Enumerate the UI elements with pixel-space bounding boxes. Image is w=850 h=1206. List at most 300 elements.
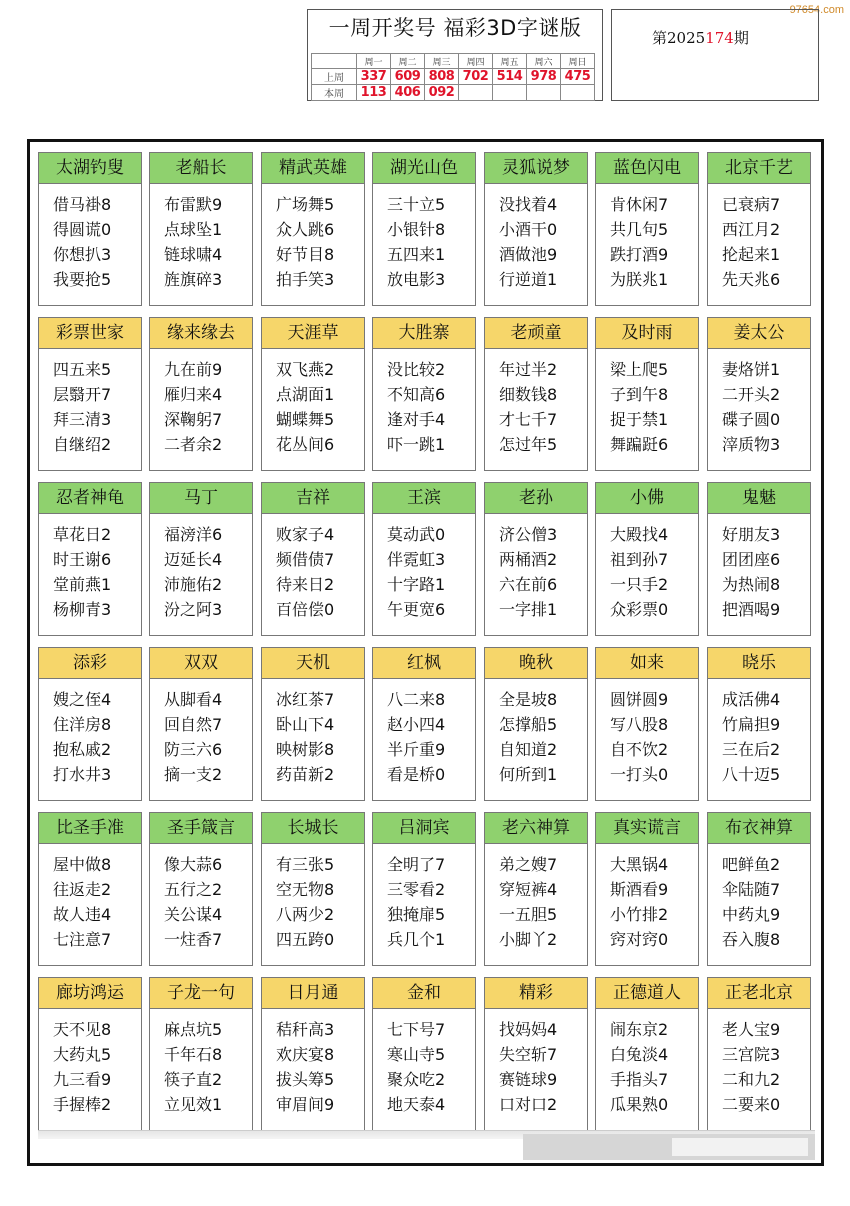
riddle-line: 跌打酒9 [610,245,669,264]
riddle-line: 打水井3 [53,765,112,784]
riddle-line: 才七千7 [499,410,558,429]
riddle-card [372,977,476,1131]
riddle-line: 冰红茶7 [276,690,335,709]
draw-number: 475 [561,69,595,85]
riddle-line: 怎过年5 [499,435,558,454]
card-title: 忍者神龟 [39,483,141,514]
riddle-card [595,482,699,636]
riddle-line: 小竹排2 [610,905,669,924]
riddle-board [27,139,824,1166]
card-lines [373,514,475,622]
riddle-line: 细数钱8 [499,385,558,404]
riddle-line: 八二来8 [387,690,446,709]
card-lines [262,844,364,952]
riddle-line: 点球坠1 [164,220,223,239]
riddle-line: 小酒干0 [499,220,558,239]
riddle-line: 大药丸5 [53,1045,112,1064]
riddle-card [149,647,253,801]
riddle-card [372,482,476,636]
card-lines [262,1009,364,1117]
riddle-card [484,317,588,471]
riddle-line: 二者余2 [164,435,223,454]
card-lines [485,679,587,787]
riddle-card [261,647,365,801]
draw-number: 514 [493,69,527,85]
riddle-line: 四五跨0 [276,930,335,949]
riddle-line: 赵小四4 [387,715,446,734]
riddle-line: 一只手2 [610,575,669,594]
card-title: 蓝色闪电 [596,153,698,184]
riddle-line: 妻烙饼1 [722,360,781,379]
riddle-line: 怎撑船5 [499,715,558,734]
riddle-line: 手指头7 [610,1070,669,1089]
card-lines [150,1009,252,1117]
riddle-line: 舞蹁跹6 [610,435,669,454]
riddle-card [484,482,588,636]
riddle-line: 像大蒜6 [164,855,223,874]
card-lines [373,184,475,292]
day-label: 周三 [425,54,459,69]
riddle-line: 雁归来4 [164,385,223,404]
riddle-line: 全明了7 [387,855,446,874]
riddle-line: 西江月2 [722,220,781,239]
riddle-line: 十字路1 [387,575,446,594]
riddle-line: 吓一跳1 [387,435,446,454]
riddle-line: 独掩扉5 [387,905,446,924]
riddle-line: 防三六6 [164,740,223,759]
card-title: 北京千艺 [708,153,810,184]
card-lines [373,679,475,787]
card-title: 鬼魅 [708,483,810,514]
day-label: 周日 [561,54,595,69]
draw-number: 337 [357,69,391,85]
riddle-line: 成活佛4 [722,690,781,709]
riddle-card [707,647,811,801]
riddle-line: 瓜果熟0 [610,1095,669,1114]
riddle-line: 一五胆5 [499,905,558,924]
riddle-line: 自不饮2 [610,740,669,759]
riddle-line: 团团座6 [722,550,781,569]
day-label: 周四 [459,54,493,69]
card-title: 灵狐说梦 [485,153,587,184]
riddle-card [707,812,811,966]
card-title: 廊坊鸿运 [39,978,141,1009]
riddle-card [595,317,699,471]
footer-box [672,1138,808,1156]
riddle-line: 小银针8 [387,220,446,239]
day-label: 周二 [391,54,425,69]
riddle-line: 半斤重9 [387,740,446,759]
card-lines [150,514,252,622]
card-lines [39,1009,141,1117]
riddle-line: 七注意7 [53,930,112,949]
riddle-card [261,152,365,306]
riddle-line: 赛链球9 [499,1070,558,1089]
riddle-line: 蝴蝶舞5 [276,410,335,429]
card-title: 精彩 [485,978,587,1009]
riddle-line: 堂前燕1 [53,575,112,594]
riddle-line: 花丛间6 [276,435,335,454]
row-label: 本周 [312,85,357,101]
riddle-line: 地天泰4 [387,1095,446,1114]
riddle-card [707,482,811,636]
riddle-line: 筷子直2 [164,1070,223,1089]
riddle-line: 八十迈5 [722,765,781,784]
riddle-line: 子到午8 [610,385,669,404]
riddle-line: 吧鲜鱼2 [722,855,781,874]
riddle-line: 你想扒3 [53,245,112,264]
riddle-card [372,647,476,801]
riddle-card [261,977,365,1131]
card-title: 吕洞宾 [373,813,475,844]
riddle-line: 映树影8 [276,740,335,759]
riddle-line: 沛施佑2 [164,575,223,594]
day-header-row [312,54,595,69]
riddle-line: 药苗新2 [276,765,335,784]
riddle-line: 汾之阿3 [164,600,223,619]
card-lines [708,679,810,787]
riddle-line: 失空斩7 [499,1045,558,1064]
riddle-line: 借马褂8 [53,195,112,214]
riddle-line: 口对口2 [499,1095,558,1114]
riddle-line: 欢庆宴8 [276,1045,335,1064]
riddle-line: 一打头0 [610,765,669,784]
riddle-line: 伴霓虹3 [387,550,446,569]
card-title: 老船长 [150,153,252,184]
card-title: 比圣手准 [39,813,141,844]
card-lines [485,349,587,457]
riddle-card [372,317,476,471]
riddle-line: 找妈妈4 [499,1020,558,1039]
card-title: 日月通 [262,978,364,1009]
riddle-card [38,482,142,636]
draw-number: 609 [391,69,425,85]
riddle-card [707,317,811,471]
riddle-line: 千年石8 [164,1045,223,1064]
riddle-line: 全是坡8 [499,690,558,709]
riddle-line: 百倍偿0 [276,600,335,619]
card-title: 太湖钓叟 [39,153,141,184]
card-lines [262,514,364,622]
riddle-line: 弟之嫂7 [499,855,558,874]
riddle-line: 嫂之侄4 [53,690,112,709]
card-title: 小佛 [596,483,698,514]
riddle-line: 故人违4 [53,905,112,924]
last-week-row [312,69,595,85]
riddle-line: 中药丸9 [722,905,781,924]
day-label: 周五 [493,54,527,69]
riddle-card [261,482,365,636]
riddle-card [38,647,142,801]
draw-number: 808 [425,69,459,85]
weekly-draw-panel [307,9,603,101]
riddle-line: 杨柳青3 [53,600,112,619]
riddle-line: 伞陆随7 [722,880,781,899]
riddle-line: 广场舞5 [276,195,335,214]
riddle-line: 抱私戚2 [53,740,112,759]
riddle-line: 草花日2 [53,525,112,544]
riddle-line: 圆饼圆9 [610,690,669,709]
riddle-line: 寒山寺5 [387,1045,446,1064]
riddle-line: 抡起来1 [722,245,781,264]
riddle-line: 七下号7 [387,1020,446,1039]
riddle-card [595,152,699,306]
riddle-card [149,317,253,471]
riddle-line: 放电影3 [387,270,446,289]
riddle-line: 六在前6 [499,575,558,594]
card-title: 老六神算 [485,813,587,844]
riddle-line: 点湖面1 [276,385,335,404]
riddle-line: 立见效1 [164,1095,223,1114]
riddle-line: 麻点坑5 [164,1020,223,1039]
riddle-line: 四五来5 [53,360,112,379]
card-lines [485,1009,587,1117]
riddle-line: 二开头2 [722,385,781,404]
riddle-line: 把酒喝9 [722,600,781,619]
riddle-line: 看是桥0 [387,765,446,784]
riddle-line: 午更宽6 [387,600,446,619]
riddle-line: 斯酒看9 [610,880,669,899]
riddle-line: 聚众吃2 [387,1070,446,1089]
card-lines [262,349,364,457]
card-lines [485,844,587,952]
riddle-line: 祖到孙7 [610,550,669,569]
riddle-line: 众彩票0 [610,600,669,619]
card-title: 老顽童 [485,318,587,349]
card-title: 正德道人 [596,978,698,1009]
riddle-card [38,317,142,471]
card-title: 大胜寨 [373,318,475,349]
riddle-line: 旌旗碎3 [164,270,223,289]
row-label: 上周 [312,69,357,85]
riddle-line: 白兔淡4 [610,1045,669,1064]
riddle-card [261,812,365,966]
riddle-card [484,152,588,306]
riddle-card [484,647,588,801]
riddle-line: 一字排1 [499,600,558,619]
riddle-line: 二和九2 [722,1070,781,1089]
card-title: 红枫 [373,648,475,679]
this-week-row [312,85,595,101]
card-lines [39,844,141,952]
riddle-line: 双飞燕2 [276,360,335,379]
card-title: 金和 [373,978,475,1009]
riddle-line: 何所到1 [499,765,558,784]
riddle-line: 五行之2 [164,880,223,899]
riddle-line: 两桶酒2 [499,550,558,569]
card-title: 彩票世家 [39,318,141,349]
riddle-line: 好节目8 [276,245,335,264]
riddle-line: 为热闹8 [722,575,781,594]
riddle-line: 逢对手4 [387,410,446,429]
riddle-line: 共几句5 [610,220,669,239]
riddle-line: 回自然7 [164,715,223,734]
card-title: 王滨 [373,483,475,514]
riddle-line: 小脚丫2 [499,930,558,949]
riddle-line: 拜三清3 [53,410,112,429]
card-title: 晓乐 [708,648,810,679]
draw-number: 113 [357,85,391,101]
riddle-card [149,812,253,966]
card-title: 天机 [262,648,364,679]
card-title: 添彩 [39,648,141,679]
riddle-line: 链球啸4 [164,245,223,264]
panel-title: 一周开奖号 福彩3D字谜版 [328,16,582,40]
draw-number: 702 [459,69,493,85]
card-title: 圣手箴言 [150,813,252,844]
riddle-line: 二要来0 [722,1095,781,1114]
card-title: 布衣神算 [708,813,810,844]
riddle-line: 穿短裤4 [499,880,558,899]
card-title: 如来 [596,648,698,679]
riddle-line: 没找着4 [499,195,558,214]
riddle-line: 摘一支2 [164,765,223,784]
card-lines [596,1009,698,1117]
card-lines [596,679,698,787]
riddle-card [38,977,142,1131]
issue-box [611,9,819,101]
riddle-card [484,812,588,966]
riddle-line: 拍手笑3 [276,270,335,289]
card-lines [708,349,810,457]
card-title: 正老北京 [708,978,810,1009]
card-title: 真实谎言 [596,813,698,844]
riddle-line: 时王谢6 [53,550,112,569]
card-title: 马丁 [150,483,252,514]
riddle-line: 捉于禁1 [610,410,669,429]
riddle-line: 拔头筹5 [276,1070,335,1089]
riddle-line: 先天兆6 [722,270,781,289]
riddle-card [707,977,811,1131]
riddle-line: 窍对窍0 [610,930,669,949]
riddle-line: 有三张5 [276,855,335,874]
card-lines [39,349,141,457]
card-lines [596,844,698,952]
draw-number: 978 [527,69,561,85]
riddle-card [38,152,142,306]
riddle-line: 年过半2 [499,360,558,379]
riddle-line: 往返走2 [53,880,112,899]
card-title: 湖光山色 [373,153,475,184]
footer-panel [523,1134,815,1160]
card-lines [708,184,810,292]
riddle-line: 写八股8 [610,715,669,734]
riddle-line: 三十立5 [387,195,446,214]
riddle-line: 已衰病7 [722,195,781,214]
riddle-line: 福滂洋6 [164,525,223,544]
riddle-card [595,812,699,966]
card-lines [39,679,141,787]
card-lines [485,184,587,292]
draw-number [561,85,595,101]
riddle-line: 深鞠躬7 [164,410,223,429]
card-lines [708,514,810,622]
riddle-line: 行逆道1 [499,270,558,289]
card-lines [150,349,252,457]
riddle-line: 闹东京2 [610,1020,669,1039]
card-lines [596,514,698,622]
riddle-line: 五四来1 [387,245,446,264]
riddle-line: 败家子4 [276,525,335,544]
card-title: 双双 [150,648,252,679]
riddle-line: 迈延长4 [164,550,223,569]
riddle-line: 一炷香7 [164,930,223,949]
riddle-line: 众人跳6 [276,220,335,239]
riddle-line: 梁上爬5 [610,360,669,379]
day-label: 周一 [357,54,391,69]
riddle-card [372,812,476,966]
riddle-line: 从脚看4 [164,690,223,709]
draw-number [527,85,561,101]
riddle-line: 频借债7 [276,550,335,569]
card-title: 天涯草 [262,318,364,349]
riddle-line: 层翳开7 [53,385,112,404]
riddle-line: 空无物8 [276,880,335,899]
riddle-line: 肯休闲7 [610,195,669,214]
riddle-card [149,482,253,636]
riddle-line: 吞入腹8 [722,930,781,949]
riddle-card [595,977,699,1131]
riddle-line: 关公谋4 [164,905,223,924]
card-lines [150,184,252,292]
riddle-card [149,152,253,306]
riddle-line: 卧山下4 [276,715,335,734]
card-lines [150,679,252,787]
riddle-line: 不知高6 [387,385,446,404]
riddle-line: 三宫院3 [722,1045,781,1064]
riddle-line: 竹扁担9 [722,715,781,734]
riddle-line: 自继绍2 [53,435,112,454]
riddle-card [484,977,588,1131]
card-lines [373,844,475,952]
riddle-line: 我要抢5 [53,270,112,289]
card-title: 长城长 [262,813,364,844]
draw-number: 406 [391,85,425,101]
draw-number [459,85,493,101]
riddle-line: 待来日2 [276,575,335,594]
riddle-line: 大殿找4 [610,525,669,544]
riddle-line: 老人宝9 [722,1020,781,1039]
riddle-line: 布雷默9 [164,195,223,214]
riddle-line: 天不见8 [53,1020,112,1039]
riddle-card [38,812,142,966]
riddle-line: 碟子圆0 [722,410,781,429]
card-lines [708,1009,810,1117]
card-lines [373,1009,475,1117]
riddle-line: 八两少2 [276,905,335,924]
riddle-line: 三在后2 [722,740,781,759]
issue-number: 第2025174期 [652,29,749,47]
riddle-card [372,152,476,306]
card-title: 缘来缘去 [150,318,252,349]
riddle-line: 没比较2 [387,360,446,379]
riddle-line: 好朋友3 [722,525,781,544]
card-lines [39,514,141,622]
riddle-line: 大黑锅4 [610,855,669,874]
card-lines [150,844,252,952]
riddle-card [149,977,253,1131]
riddle-line: 兵几个1 [387,930,446,949]
card-lines [262,184,364,292]
riddle-line: 手握棒2 [53,1095,112,1114]
riddle-line: 屋中做8 [53,855,112,874]
card-title: 姜太公 [708,318,810,349]
riddle-line: 秸秆高3 [276,1020,335,1039]
card-title: 子龙一句 [150,978,252,1009]
riddle-line: 酒做池9 [499,245,558,264]
draw-number: 092 [425,85,459,101]
day-label: 周六 [527,54,561,69]
